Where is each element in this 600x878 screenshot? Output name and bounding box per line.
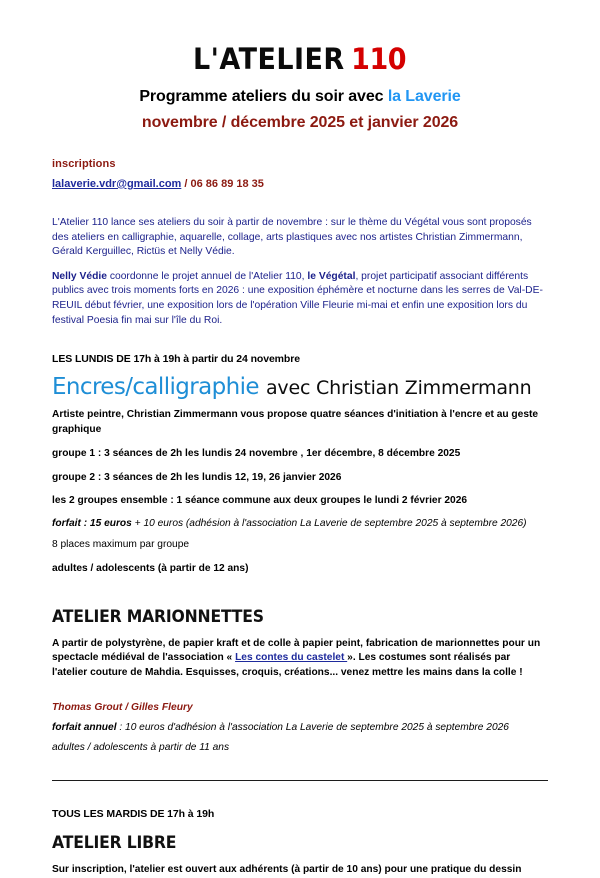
registration-email-link[interactable]: lalaverie.vdr@gmail.com [52, 177, 182, 190]
marionnettes-description-part2: ». Les costumes sont réalisés par l'atelier couture de Mahdia. Esquisses, croquis, créations... venez mettre les mains dans la colle ! [52, 652, 523, 678]
calligraphy-heading [52, 376, 548, 399]
intro-p2-rest: , projet participatif associant différents publics avec trois moments forts en 2026 : une exposition éphémère et nocturne dans les serres de Val-DE-REUIL début février, une exposition lors de l'opération Ville Fleurie mi-mai et enfin une exposition lors du festival Poesia fin mai sur l'île du Roi. [52, 270, 543, 326]
calligraphy-fee-label: forfait : [52, 518, 90, 530]
intro-bold-name: Nelly Védie [52, 270, 107, 282]
document-body [52, 158, 548, 878]
logo-number: 110 [351, 42, 407, 76]
section-divider [52, 780, 548, 781]
registration-contact [52, 178, 548, 190]
logo-wordmark: L'ATELIER [193, 42, 346, 76]
calligraphy-fee-amount: 15 euros [89, 518, 132, 530]
calligraphy-fee [52, 518, 548, 529]
calligraphy-heading-artist: avec Christian Zimmermann [265, 377, 532, 400]
calligraphy-heading-title: Encres/calligraphie [52, 374, 259, 401]
marionnettes-fee-label: forfait annuel [52, 722, 117, 734]
page-subtitle-dates: novembre / décembre 2025 et janvier 2026 [141, 114, 459, 132]
marionnettes-description-part1: A partir de polystyrène, de papier kraft et de colle à papier peint, fabrication de marionnettes pour un spectacle médiéval de l'association « [52, 637, 541, 664]
marionnettes-audience: adultes / adolescents à partir de 11 ans [52, 742, 230, 754]
logo-container [0, 0, 600, 74]
marionnettes-fee [52, 722, 548, 733]
calligraphy-schedule: LES LUNDIS DE 17h à 19h à partir du 24 novembre [52, 353, 300, 366]
page-title [0, 87, 600, 107]
intro-paragraph-2 [52, 270, 548, 328]
marionnettes-heading: ATELIER MARIONNETTES [52, 606, 264, 627]
marionnettes-instructors: Thomas Grout / Gilles Fleury [52, 702, 193, 714]
registration-separator: / [181, 177, 191, 190]
calligraphy-description: Artiste peintre, Christian Zimmermann vous propose quatre séances d'initiation à l'encre et au geste graphique [52, 409, 539, 435]
contes-du-castelet-link[interactable]: Les contes du castelet [235, 652, 348, 664]
page-title-prefix: Programme ateliers du soir avec [139, 88, 388, 105]
intro-paragraph-1: L'Atelier 110 lance ses ateliers du soir à partir de novembre : sur le thème du Végétal vous sont proposés des ateliers en calligraphie, aquarelle, collage, arts plastiques avec nos artistes Christian Zimmermann, Gérald Kerguillec, Rictüs et Nelly Védie. [52, 216, 532, 258]
calligraphy-places: 8 places maximum par groupe [52, 539, 190, 551]
calligraphy-group-1: groupe 1 : 3 séances de 2h les lundis 24 novembre , 1er décembre, 8 décembre 2025 [52, 447, 461, 459]
libre-heading: ATELIER LIBRE [52, 833, 177, 854]
registration-phone: 06 86 89 18 35 [190, 177, 264, 190]
calligraphy-fee-rest: + 10 euros (adhésion à l'association La Laverie de septembre 2025 à septembre 2026) [131, 518, 527, 530]
registration-label: inscriptions [52, 157, 116, 170]
calligraphy-groups-together: les 2 groupes ensemble : 1 séance commune aux deux groupes le lundi 2 février 2026 [52, 495, 468, 507]
intro-text [52, 216, 548, 328]
page-title-accent: la Laverie [387, 88, 461, 105]
libre-schedule: TOUS LES MARDIS DE 17h à 19h [52, 808, 215, 821]
atelier-110-logo [193, 42, 407, 76]
libre-description: Sur inscription, l'atelier est ouvert aux adhérents (à partir de 10 ans) pour une pratique du dessin [52, 864, 522, 876]
calligraphy-audience: adultes / adolescents (à partir de 12 ans) [52, 562, 249, 574]
intro-p2-mid: coordonne le projet annuel de l'Atelier 110, [106, 270, 308, 282]
calligraphy-group-2: groupe 2 : 3 séances de 2h les lundis 12, 19, 26 janvier 2026 [52, 471, 342, 483]
marionnettes-fee-rest: : 10 euros d'adhésion à l'association La Laverie de septembre 2025 à septembre 2026 [116, 722, 509, 734]
marionnettes-description [52, 637, 548, 680]
intro-bold-project: le Végétal [307, 270, 356, 282]
